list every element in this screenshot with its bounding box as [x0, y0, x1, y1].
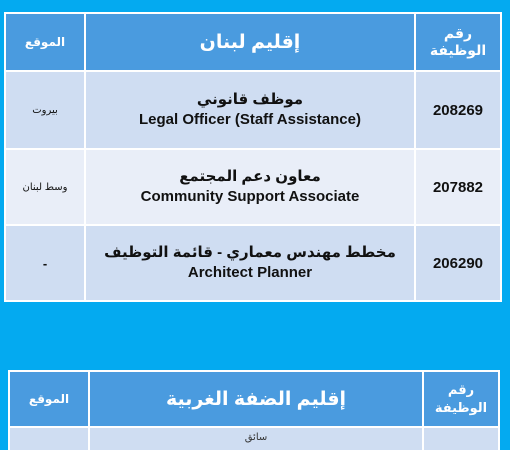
job-number-header: رقم الوظيفة — [423, 371, 499, 427]
job-location: بيروت — [5, 71, 85, 149]
job-number: 207882 — [415, 149, 501, 225]
job-title-english: Community Support Associate — [140, 188, 360, 205]
job-title[interactable] — [85, 149, 415, 225]
job-title-english: Legal Officer (Staff Assistance) — [138, 111, 361, 128]
location-header: الموقع — [5, 13, 85, 71]
job-title[interactable] — [85, 71, 415, 149]
lebanon-jobs-table — [4, 12, 502, 302]
region-header: إقليم الضفة الغربية — [89, 371, 423, 427]
job-location: وسط لبنان — [5, 149, 85, 225]
job-title-arabic: معاون دعم المجتمع — [179, 168, 321, 185]
region-header: إقليم لبنان — [85, 13, 415, 71]
table-row — [9, 427, 499, 450]
job-number: 208269 — [415, 71, 501, 149]
job-number: 206290 — [415, 225, 501, 301]
table-row — [5, 225, 501, 301]
job-title-arabic: سائق — [244, 432, 268, 443]
table-row — [5, 149, 501, 225]
table-header-row — [9, 371, 499, 427]
job-title-english: Architect Planner — [187, 264, 313, 281]
job-title[interactable] — [85, 225, 415, 301]
job-number-header: رقم الوظيفة — [415, 13, 501, 71]
job-location: - — [5, 225, 85, 301]
table-row — [5, 71, 501, 149]
job-title-arabic: مخطط مهندس معماري - قائمة التوظيف — [104, 244, 396, 261]
job-number — [423, 427, 499, 450]
job-title[interactable] — [89, 427, 423, 450]
job-location — [9, 427, 89, 450]
table-header-row — [5, 13, 501, 71]
job-title-arabic: موظف قانوني — [196, 91, 304, 108]
location-header: الموقع — [9, 371, 89, 427]
west-bank-jobs-table — [8, 370, 500, 450]
